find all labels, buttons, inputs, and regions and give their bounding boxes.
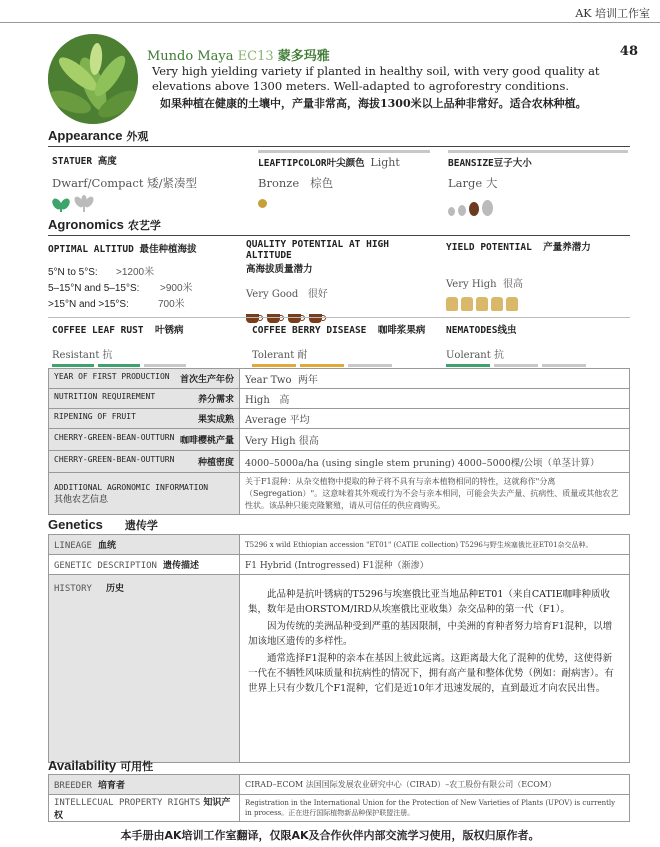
appearance-divider <box>48 146 630 147</box>
studio-name: AK 培训工作室 <box>575 7 650 20</box>
leaf-tip-block: LEAFTIPCOLOR叶尖颜色 Light Bronze 棕色 <box>258 150 438 208</box>
variety-description: Very high yielding variety if planted in healthy soil, with very good quality at elevations above 1300 meters. Well-adapted to agroforestry conditions. <box>152 64 600 93</box>
agronomic-details-table <box>48 368 630 515</box>
yield-bags <box>446 296 628 315</box>
berry-disease-rating-bars <box>252 364 442 367</box>
table-row: CHERRY-GREEN-BEAN-OUTTURN 种植密度 4000–5000a/ha (using single stem pruning) 4000–5000棵/公顷（单茎计算） <box>49 451 630 473</box>
altitude-row: 5–15°N and 5–15°S: >900米 <box>48 283 193 294</box>
header-divider <box>0 22 660 23</box>
altitude-row: 5°N to 5°S: >1200米 <box>48 267 155 278</box>
table-row: RIPENING OF FRUIT 果实成熟 Average 平均 <box>49 409 630 429</box>
variety-title <box>147 45 330 64</box>
variety-description-cn: 如果种植在健康的土壤中，产量非常高，海拔1300米以上品种非常好。适合农林种植。 <box>160 97 587 110</box>
table-row: CHERRY-GREEN-BEAN-OUTTURN 咖啡樱桃产量 Very High 很高 <box>49 429 630 451</box>
yield-block: YIELD POTENTIAL 产量养潜力 Very High 很高 <box>446 239 628 315</box>
table-row: ADDITIONAL AGRONOMIC INFORMATION 其他农艺信息 关于F1混种：从杂交植物中提取的种子将不具有与亲本植物相同的特性，这就称作"分离（Segregation）"。这意味着其外观或行为不会与亲本相同，可能会失去产量、抗病性、质量或其他农艺性状。该品种只能克隆繁殖，请从可信任的供应商购买。 <box>49 473 630 515</box>
leaf-tip-color-swatch <box>258 199 267 208</box>
availability-heading: Availability 可用性 <box>48 758 154 773</box>
agronomics-divider <box>48 235 630 236</box>
stature-block: STATUER 高度 Dwarf/Compact 矮/紧凑型 <box>52 153 232 217</box>
stature-icons <box>52 195 232 217</box>
coffee-bag-icon <box>461 297 473 311</box>
history-paragraph: 通常选择F1混种的亲本在基因上彼此远离。这距离最大化了混种的优势，这使得新一代在不牺牲风味质量和抗病性的情况下，拥有高产量和整体优势（例如：耐病害）。有世界上只有少数几个F1混种，它们是近10年才迅速发展的，直到最近才向农民出售。 <box>248 653 614 694</box>
bean-small-icon <box>448 207 455 216</box>
table-row: HISTORY 历史 此品种是抗叶锈病的T5296与埃塞俄比亚当地品种ET01（来自CATIE咖啡种质收集，数年是由ORSTOM/IRD从埃塞俄比亚收集）杂交品种的第一代（F1）。 因为传统的美洲品种受到严重的基因限制，中美洲的育种者努力培育F1混种，以增加该地区遗传的多样性。 通常选择F1混种的亲本在基因上彼此远离。这距离最大化了混种的优势，这使得新一代在不牺牲风味质量和抗病性的情况下，拥有高产量和整体优势（例如：耐病害）。有世界上只有少数几个F1混种，它们是近10年才迅速发展的，直到最近才向农民出售。 <box>49 575 630 763</box>
variety-name-cn: 蒙多玛雅 <box>277 49 330 64</box>
quality-block: QUALITY POTENTIAL AT HIGH ALTITUDE 高海拔质量潜力 Very Good 很好 <box>246 239 436 327</box>
table-row: LINEAGE 血统 T5296 x wild Ethiopian accession "ET01" (CATIE collection) T5296与野生埃塞俄比亚ET01杂交品种。 <box>49 535 630 555</box>
nematodes-block: NEMATODES线虫 Uolerant 抗 <box>446 322 628 367</box>
agronomics-heading: Agronomics 农艺学 <box>48 217 161 232</box>
berry-disease-block: COFFEE BERRY DISEASE 咖啡浆果病 Tolerant 耐 <box>252 322 442 367</box>
bean-size-icons <box>448 197 628 216</box>
coffee-bag-icon <box>506 297 518 311</box>
coffee-bag-icon <box>476 297 488 311</box>
plant-icon <box>52 195 96 213</box>
table-row: BREEDER 培育者 CIRAD–ECOM 法国国际发展农业研究中心（CIRAD）–农工股份有限公司（ECOM） <box>49 775 630 795</box>
bean-xlarge-icon <box>482 200 493 216</box>
table-row: NUTRITION REQUIREMENT 养分需求 High 高 <box>49 389 630 409</box>
appearance-heading: Appearance 外观 <box>48 128 149 143</box>
table-row: INTELLECUAL PROPERTY RIGHTS 知识产权 Registration in the International Union for the Protection of New Varieties of Plants (UPOV) is currently in process。正在进行国际植物新品种保护联盟注册。 <box>49 795 630 822</box>
altitude-row: >15°N and >15°S: 700米 <box>48 299 185 310</box>
genetics-table <box>48 534 630 763</box>
leaf-rust-rating-bars <box>52 364 242 367</box>
history-paragraph: 因为传统的美洲品种受到严重的基因限制，中美洲的育种者努力培育F1混种，以增加该地区遗传的多样性。 <box>248 621 613 647</box>
variety-name: Mundo Maya <box>147 49 234 64</box>
bean-large-icon <box>469 202 479 216</box>
leaf-rust-block: COFFEE LEAF RUST 叶锈病 Resistant 抗 <box>52 322 242 367</box>
genetics-heading: Genetics 遗传学 <box>48 517 158 532</box>
bean-medium-icon <box>458 205 466 216</box>
altitude-block: OPTIMAL ALTITUD 最佳种植海拔 5°N to 5°S: >1200米 5–15°N and 5–15°S: >900米 >15°N and >15°S: 700米 <box>48 241 238 313</box>
nematodes-rating-bars <box>446 364 628 367</box>
table-row: GENETIC DESCRIPTION 遗传描述 F1 Hybrid (Introgressed) F1混种（渐渗） <box>49 555 630 575</box>
bean-size-block: BEANSIZE豆子大小 Large 大 <box>448 150 628 216</box>
availability-table <box>48 774 630 822</box>
page-number: 48 <box>619 44 638 59</box>
footer-notice: 本手册由AK培训工作室翻译，仅限AK及合作伙伴内部交流学习使用，版权归原作者。 <box>120 829 540 842</box>
coffee-plant-photo <box>48 34 138 124</box>
history-paragraph: 此品种是抗叶锈病的T5296与埃塞俄比亚当地品种ET01（来自CATIE咖啡种质收集，数年是由ORSTOM/IRD从埃塞俄比亚收集）杂交品种的第一代（F1）。 <box>248 589 611 615</box>
variety-code: EC13 <box>237 49 274 64</box>
coffee-bag-icon <box>491 297 503 311</box>
coffee-bag-icon <box>446 297 458 311</box>
table-row: YEAR OF FIRST PRODUCTION 首次生产年份 Year Two 两年 <box>49 369 630 389</box>
